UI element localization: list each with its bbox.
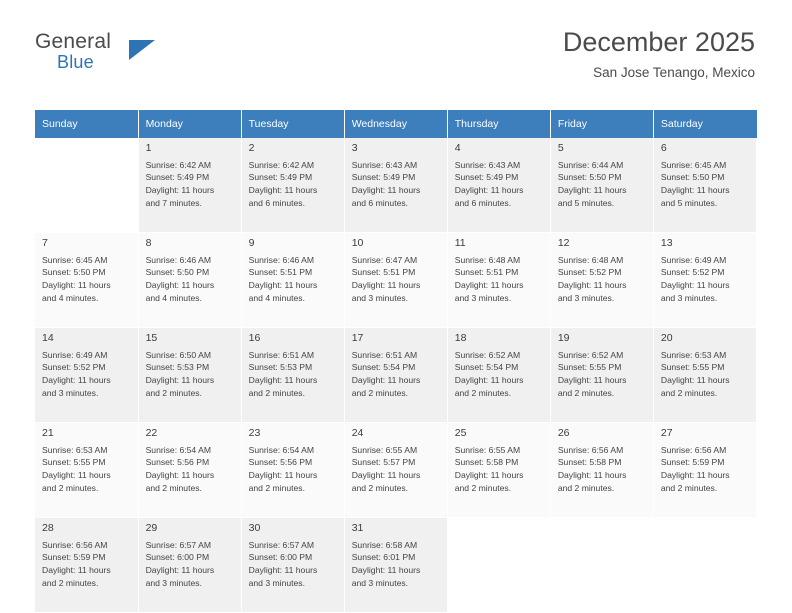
calendar-day-info-line: and 2 minutes. [248,387,305,398]
calendar-day-cell[interactable] [35,233,138,328]
calendar-day-info-line: and 2 minutes. [351,387,409,398]
calendar-day-info-line: Daylight: 11 hours [42,374,111,385]
calendar-week-row [35,328,757,423]
calendar-week-row [35,423,757,518]
calendar-day-number: 10 [351,237,364,249]
calendar-day-info-line: Sunset: 5:58 PM [454,457,519,468]
calendar-day-info-line: Daylight: 11 hours [42,279,111,290]
calendar-day-info-line: Sunset: 5:59 PM [660,457,725,468]
calendar-day-info-line: Sunset: 5:52 PM [42,362,106,373]
calendar-day-info-line: and 2 minutes. [454,387,512,398]
calendar-day-number: 13 [660,237,673,249]
calendar-day-info-line: Sunrise: 6:54 AM [248,444,315,455]
calendar-body [35,138,757,613]
calendar-day-info-line: and 2 minutes. [454,482,512,493]
calendar-day-cell[interactable] [344,423,447,518]
calendar-day-info-line: Sunrise: 6:42 AM [248,159,315,170]
calendar-day-info-line: Sunrise: 6:48 AM [557,254,624,265]
calendar-day-info-line: Sunrise: 6:53 AM [42,444,108,455]
weekday-header-tuesday: Tuesday [241,110,344,138]
calendar-day-info-line: Daylight: 11 hours [454,184,524,195]
calendar-day-info-line: and 2 minutes. [557,482,615,493]
calendar-day-cell[interactable] [241,328,344,423]
calendar-day-cell[interactable] [241,233,344,328]
calendar-day-number: 29 [145,522,158,534]
weekday-header-row [35,110,757,138]
calendar-day-info-line: Daylight: 11 hours [248,184,318,195]
calendar-day-number: 23 [248,427,261,439]
calendar-day-info-line: Sunrise: 6:45 AM [660,159,727,170]
calendar-week-row [35,233,757,328]
calendar-day-number: 3 [351,142,358,154]
logo-general-text: General [35,30,112,53]
calendar-day-empty [447,518,550,613]
calendar-day-info-line: Sunset: 5:57 PM [351,457,416,468]
calendar-day-info-line: Sunset: 5:50 PM [660,172,725,183]
calendar-day-info-line: Daylight: 11 hours [454,374,524,385]
calendar-day-info-line: Daylight: 11 hours [145,184,215,195]
calendar-day-info-line: and 3 minutes. [660,292,718,303]
calendar-day-number: 4 [454,142,461,154]
calendar-day-info-line: and 4 minutes. [248,292,305,303]
calendar-day-info-line: and 5 minutes. [557,197,615,208]
calendar-day-number: 5 [557,142,564,154]
calendar-day-info-line: and 6 minutes. [248,197,305,208]
calendar-day-info-line: and 2 minutes. [42,577,99,588]
calendar-day-info-line: Sunrise: 6:52 AM [557,349,624,360]
calendar-day-cell[interactable] [550,138,653,233]
calendar-day-empty [35,138,138,233]
calendar-day-cell[interactable] [241,423,344,518]
calendar-day-number: 9 [248,237,255,249]
calendar-day-info-line: Sunrise: 6:51 AM [351,349,418,360]
calendar-day-info-line: and 2 minutes. [351,482,409,493]
calendar-day-info-line: Sunset: 5:51 PM [248,267,313,278]
calendar-day-info-line: Daylight: 11 hours [145,469,215,480]
calendar-day-cell[interactable] [344,328,447,423]
calendar-day-info-line: Daylight: 11 hours [351,184,421,195]
calendar-day-cell[interactable] [550,328,653,423]
calendar-day-number: 18 [454,332,467,344]
calendar-day-info-line: Sunset: 5:49 PM [145,172,210,183]
calendar-day-cell[interactable] [653,233,756,328]
calendar-day-cell[interactable] [447,423,550,518]
calendar-day-info-line: and 2 minutes. [145,482,202,493]
calendar-day-cell[interactable] [653,138,756,233]
calendar-day-info-line: Sunrise: 6:56 AM [660,444,727,455]
calendar-day-info-line: Sunrise: 6:51 AM [248,349,315,360]
calendar-day-info-line: Daylight: 11 hours [248,279,318,290]
calendar-day-info-line: Sunrise: 6:49 AM [660,254,727,265]
calendar-day-number: 8 [145,237,152,249]
calendar-day-info-line: Sunrise: 6:53 AM [660,349,727,360]
calendar-day-empty [550,518,653,613]
calendar-day-info-line: Sunset: 5:49 PM [248,172,313,183]
calendar-day-info-line: Sunset: 5:50 PM [42,267,106,278]
logo-blue-text: Blue [57,52,94,72]
calendar-day-number: 17 [351,332,364,344]
page-title: December 2025 [562,27,755,57]
calendar-day-info-line: Sunset: 5:59 PM [42,552,106,563]
calendar-day-number: 22 [145,427,158,439]
calendar-day-info-line: Sunrise: 6:56 AM [42,539,108,550]
logo [35,28,175,80]
calendar-day-info-line: Daylight: 11 hours [351,279,421,290]
calendar-day-cell[interactable] [138,233,241,328]
calendar-day-info-line: and 3 minutes. [248,577,305,588]
calendar-day-cell[interactable] [550,423,653,518]
calendar-day-info-line: and 2 minutes. [145,387,202,398]
page-header [35,0,757,98]
calendar-day-info-line: and 3 minutes. [145,577,202,588]
calendar-day-info-line: and 5 minutes. [660,197,718,208]
calendar-day-number: 21 [42,427,54,439]
calendar-day-info-line: and 3 minutes. [557,292,615,303]
calendar-day-info-line: Daylight: 11 hours [557,469,627,480]
calendar-day-info-line: Sunrise: 6:42 AM [145,159,212,170]
calendar-day-number: 19 [557,332,570,344]
page-subtitle: San Jose Tenango, Mexico [593,65,755,81]
calendar-day-info-line: Sunset: 6:01 PM [351,552,416,563]
calendar-day-info-line: and 2 minutes. [42,482,99,493]
calendar-day-cell[interactable] [447,233,550,328]
calendar-day-info-line: Daylight: 11 hours [351,374,421,385]
calendar-day-number: 24 [351,427,364,439]
calendar-day-cell[interactable] [241,138,344,233]
calendar-day-info-line: and 2 minutes. [660,482,718,493]
calendar-day-cell[interactable] [344,518,447,613]
calendar-day-cell[interactable] [138,518,241,613]
weekday-header-wednesday: Wednesday [344,110,447,138]
calendar-day-cell[interactable] [653,328,756,423]
calendar-day-cell[interactable] [447,138,550,233]
calendar-day-info-line: Daylight: 11 hours [660,374,730,385]
calendar-day-info-line: Daylight: 11 hours [42,564,111,575]
calendar-day-info-line: Sunrise: 6:57 AM [145,539,212,550]
calendar-day-info-line: Sunset: 5:51 PM [454,267,519,278]
calendar-day-info-line: Sunset: 5:56 PM [248,457,313,468]
calendar-day-cell[interactable] [344,233,447,328]
calendar-day-cell[interactable] [138,328,241,423]
calendar-week-row [35,138,757,233]
calendar-day-number: 28 [42,522,54,534]
calendar-day-info-line: and 3 minutes. [351,292,409,303]
calendar-day-info-line: Sunset: 5:54 PM [351,362,416,373]
calendar-day-info-line: and 3 minutes. [42,387,99,398]
calendar-day-info-line: and 6 minutes. [351,197,409,208]
calendar-day-number: 14 [42,332,54,344]
calendar-day-info-line: Sunset: 5:50 PM [145,267,210,278]
calendar-day-info-line: Sunset: 5:58 PM [557,457,622,468]
calendar-day-info-line: Sunrise: 6:56 AM [557,444,624,455]
calendar-day-info-line: Daylight: 11 hours [145,374,215,385]
calendar-day-info-line: and 4 minutes. [42,292,99,303]
calendar-day-cell[interactable] [447,328,550,423]
calendar-day-info-line: Sunrise: 6:55 AM [454,444,521,455]
calendar-day-info-line: Daylight: 11 hours [248,469,318,480]
calendar-day-info-line: Daylight: 11 hours [351,469,421,480]
calendar-day-number: 25 [454,427,467,439]
calendar-day-info-line: Daylight: 11 hours [557,279,627,290]
calendar-day-info-line: Sunset: 5:52 PM [557,267,622,278]
weekday-header-sunday: Sunday [35,110,138,138]
calendar-day-info-line: Daylight: 11 hours [557,184,627,195]
calendar-day-info-line: Sunrise: 6:52 AM [454,349,521,360]
calendar-day-info-line: Sunrise: 6:45 AM [42,254,108,265]
calendar-day-number: 16 [248,332,261,344]
calendar-week-row [35,518,757,613]
calendar-day-cell[interactable] [35,518,138,613]
calendar-day-info-line: Sunrise: 6:48 AM [454,254,521,265]
calendar-day-info-line: Sunset: 5:49 PM [454,172,519,183]
calendar-day-cell[interactable] [653,423,756,518]
calendar-day-cell[interactable] [241,518,344,613]
calendar-day-info-line: Sunset: 5:53 PM [248,362,313,373]
calendar-day-info-line: and 4 minutes. [145,292,202,303]
calendar-day-info-line: Sunset: 6:00 PM [145,552,210,563]
calendar-day-number: 20 [660,332,673,344]
calendar-day-info-line: Daylight: 11 hours [454,469,524,480]
triangle-flag-icon [129,40,155,60]
weekday-header-friday: Friday [550,110,653,138]
calendar-day-info-line: Daylight: 11 hours [248,374,318,385]
weekday-header-monday: Monday [138,110,241,138]
calendar-day-info-line: and 2 minutes. [557,387,615,398]
calendar-day-info-line: Daylight: 11 hours [42,469,111,480]
calendar-day-info-line: Daylight: 11 hours [454,279,524,290]
calendar-day-cell[interactable] [35,423,138,518]
calendar-day-info-line: Sunrise: 6:58 AM [351,539,418,550]
calendar-day-info-line: Daylight: 11 hours [660,279,730,290]
calendar-day-info-line: Daylight: 11 hours [248,564,318,575]
calendar-day-info-line: Sunrise: 6:55 AM [351,444,418,455]
calendar-day-cell[interactable] [344,138,447,233]
calendar-day-number: 31 [351,522,364,534]
calendar-day-info-line: Sunset: 5:50 PM [557,172,622,183]
calendar-day-info-line: Sunrise: 6:54 AM [145,444,212,455]
calendar-table [35,110,757,613]
calendar-day-info-line: Sunrise: 6:57 AM [248,539,315,550]
calendar-day-info-line: Sunset: 5:55 PM [660,362,725,373]
calendar-day-info-line: Sunrise: 6:47 AM [351,254,418,265]
calendar-day-info-line: Sunrise: 6:46 AM [145,254,212,265]
calendar-day-info-line: Sunrise: 6:43 AM [454,159,521,170]
calendar-day-info-line: Sunset: 5:55 PM [42,457,106,468]
calendar-day-info-line: Sunset: 5:56 PM [145,457,210,468]
calendar-day-info-line: Daylight: 11 hours [351,564,421,575]
calendar-day-info-line: Sunrise: 6:43 AM [351,159,418,170]
calendar-day-info-line: Sunset: 5:54 PM [454,362,519,373]
calendar-day-info-line: Sunset: 5:53 PM [145,362,210,373]
calendar-day-info-line: Sunset: 5:55 PM [557,362,622,373]
calendar-day-info-line: and 3 minutes. [351,577,409,588]
calendar-day-info-line: Sunrise: 6:49 AM [42,349,108,360]
calendar-day-info-line: Sunset: 6:00 PM [248,552,313,563]
calendar-day-empty [653,518,756,613]
calendar-day-number: 27 [660,427,673,439]
calendar-day-number: 7 [42,237,48,249]
calendar-day-info-line: Daylight: 11 hours [660,184,730,195]
calendar-day-cell[interactable] [550,233,653,328]
calendar-day-info-line: Sunset: 5:52 PM [660,267,725,278]
calendar-day-number: 6 [660,142,667,154]
calendar-day-info-line: and 2 minutes. [248,482,305,493]
calendar-day-info-line: and 7 minutes. [145,197,202,208]
title-block [563,28,757,80]
calendar-day-number: 1 [145,142,152,154]
calendar-day-info-line: Daylight: 11 hours [145,279,215,290]
weekday-header-saturday: Saturday [653,110,756,138]
calendar-day-info-line: Sunset: 5:49 PM [351,172,416,183]
calendar-day-info-line: Sunrise: 6:44 AM [557,159,624,170]
calendar-day-info-line: Sunrise: 6:46 AM [248,254,315,265]
calendar-day-info-line: Sunrise: 6:50 AM [145,349,212,360]
calendar-day-number: 26 [557,427,570,439]
calendar-day-number: 12 [557,237,570,249]
calendar-day-number: 30 [248,522,261,534]
weekday-header-thursday: Thursday [447,110,550,138]
calendar-day-info-line: and 2 minutes. [660,387,718,398]
calendar-day-info-line: Daylight: 11 hours [557,374,627,385]
calendar-day-cell[interactable] [138,138,241,233]
calendar-day-info-line: and 6 minutes. [454,197,512,208]
calendar-day-cell[interactable] [35,328,138,423]
calendar-day-info-line: and 3 minutes. [454,292,512,303]
calendar-day-cell[interactable] [138,423,241,518]
calendar-day-info-line: Sunset: 5:51 PM [351,267,416,278]
calendar-day-info-line: Daylight: 11 hours [660,469,730,480]
calendar-day-number: 2 [248,142,255,154]
calendar-day-number: 11 [454,237,466,249]
calendar-day-number: 15 [145,332,158,344]
calendar-day-info-line: Daylight: 11 hours [145,564,215,575]
